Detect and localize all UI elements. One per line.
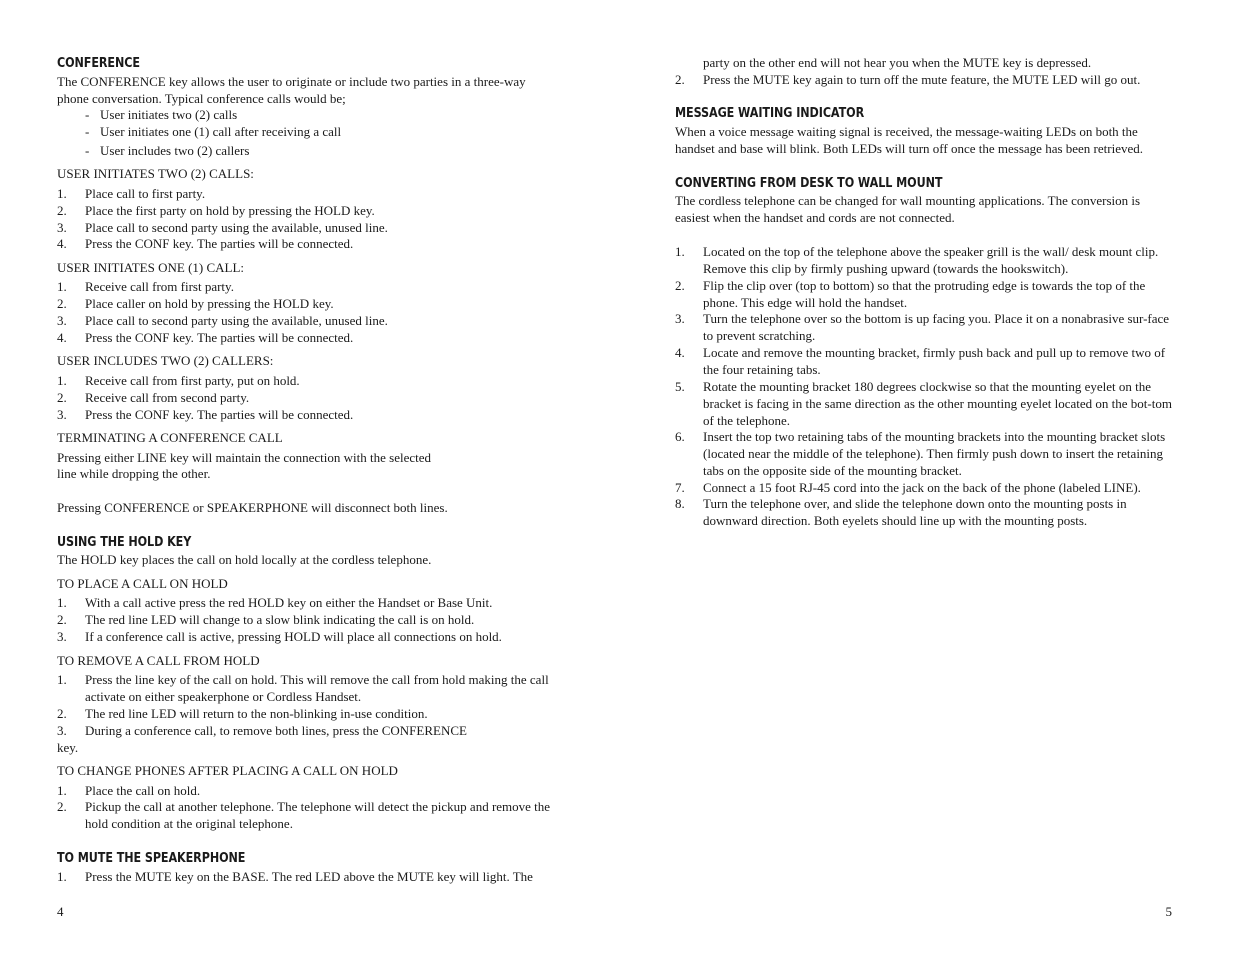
conference-bullet: - User initiates one (1) call after receiving a call — [85, 124, 342, 139]
list-item: 3. During a conference call, to remove both lines, press the CONFERENCE — [57, 723, 467, 738]
mwi-body-line-1: When a voice message waiting signal is received, the message-waiting LEDs on both the — [675, 124, 1138, 139]
list-item: 8. Turn the telephone over, and slide the telephone down onto the mounting posts in downward direction. Both eyelets should line up with the mounting posts. — [675, 496, 1127, 528]
list-item: 1. Receive call from first party, put on hold. — [57, 373, 300, 388]
mwi-heading: MESSAGE WAITING INDICATOR — [675, 106, 865, 121]
list-item: 3. Press the CONF key. The parties will be connected. — [57, 407, 354, 422]
list-item: 1. Place call to first party. — [57, 186, 206, 201]
conference-intro-line-2: phone conversation. Typical conference calls would be; — [57, 91, 346, 106]
terminating-line-1: Pressing either LINE key will maintain the connection with the selected — [57, 450, 432, 465]
list-item: 2. Receive call from second party. — [57, 390, 250, 405]
list-item: 3. Place call to second party using the available, unused line. — [57, 313, 388, 328]
subheading-two-callers: USER INCLUDES TWO (2) CALLERS: — [57, 353, 274, 368]
list-item: 4. Locate and remove the mounting bracket, firmly push back and pull up to remove two of the four retaining tabs. — [675, 345, 1166, 377]
remove-hold-tail: key. — [57, 740, 79, 755]
list-item: 5. Rotate the mounting bracket 180 degrees clockwise so that the mounting eyelet on the bracket is facing in the same direction as the other mounting eyelet located on the bot-tom of the telephone. — [675, 379, 1172, 428]
list-item: 4. Press the CONF key. The parties will be connected. — [57, 330, 354, 345]
wall-body-line-2: easiest when the handset and cords are not connected. — [675, 210, 955, 225]
mute-continued: party on the other end will not hear you when the MUTE key is depressed. — [703, 55, 1092, 70]
list-item: 3. If a conference call is active, pressing HOLD will place all connections on hold. — [57, 629, 502, 644]
list-item: 1. Press the line key of the call on hold. This will remove the call from hold making the call activate on either speakerphone or Cordless Handset. — [57, 672, 549, 704]
list-item: 6. Insert the top two retaining tabs of the mounting brackets into the mounting bracket slots (located near the middle of the telephone). Then firmly push down to insert the retaining tabs on the opposite side of the mounting bracket. — [675, 429, 1166, 478]
list-item: 2. The red line LED will change to a slow blink indicating the call is on hold. — [57, 612, 475, 627]
terminating-line-2: line while dropping the other. — [57, 466, 211, 481]
list-item: 1. Place the call on hold. — [57, 783, 201, 798]
page-number-right: 5 — [1165, 904, 1172, 919]
list-item: 2. Place caller on hold by pressing the HOLD key. — [57, 296, 334, 311]
list-item: 2. Press the MUTE key again to turn off the mute feature, the MUTE LED will go out. — [675, 72, 1141, 87]
list-item: 7. Connect a 15 foot RJ-45 cord into the jack on the back of the phone (labeled LINE). — [675, 480, 1141, 495]
list-item: 2. Pickup the call at another telephone. The telephone will detect the pickup and remove the hold condition at the original telephone. — [57, 799, 551, 831]
mwi-body-line-2: handset and base will blink. Both LEDs will turn off once the message has been retrieved. — [675, 141, 1143, 156]
hold-intro: The HOLD key places the call on hold locally at the cordless telephone. — [57, 552, 432, 567]
conference-bullet: - User initiates two (2) calls — [85, 107, 238, 122]
conference-bullet: - User includes two (2) callers — [85, 143, 250, 158]
list-item: 3. Place call to second party using the available, unused line. — [57, 220, 388, 235]
list-item: 1. Receive call from first party. — [57, 279, 234, 294]
subheading-one-call: USER INITIATES ONE (1) CALL: — [57, 260, 245, 275]
subheading-two-calls: USER INITIATES TWO (2) CALLS: — [57, 166, 254, 181]
terminating-line-3: Pressing CONFERENCE or SPEAKERPHONE will disconnect both lines. — [57, 500, 448, 515]
list-item: 2. Place the first party on hold by pressing the HOLD key. — [57, 203, 375, 218]
subheading-remove-hold: TO REMOVE A CALL FROM HOLD — [57, 653, 260, 668]
page-number-left: 4 — [57, 904, 64, 919]
list-item: 2. Flip the clip over (top to bottom) so that the protruding edge is towards the top of the phone. This edge will hold the handset. — [675, 278, 1146, 310]
list-item: 4. Press the CONF key. The parties will be connected. — [57, 236, 354, 251]
subheading-change-phones: TO CHANGE PHONES AFTER PLACING A CALL ON HOLD — [57, 763, 398, 778]
wall-body-line-1: The cordless telephone can be changed for wall mounting applications. The conversion is — [675, 193, 1141, 208]
subheading-place-hold: TO PLACE A CALL ON HOLD — [57, 576, 228, 591]
conference-heading: CONFERENCE — [57, 56, 140, 71]
list-item: 1. Press the MUTE key on the BASE. The red LED above the MUTE key will light. The — [57, 869, 533, 884]
mute-heading: TO MUTE THE SPEAKERPHONE — [57, 851, 246, 866]
list-item: 2. The red line LED will return to the non-blinking in-use condition. — [57, 706, 428, 721]
hold-heading: USING THE HOLD KEY — [57, 535, 192, 550]
wall-mount-heading: CONVERTING FROM DESK TO WALL MOUNT — [675, 176, 943, 191]
subheading-terminating: TERMINATING A CONFERENCE CALL — [57, 430, 283, 445]
conference-intro-line-1: The CONFERENCE key allows the user to originate or include two parties in a three-way — [57, 74, 526, 89]
list-item: 1. Located on the top of the telephone above the speaker grill is the wall/ desk mount clip. Remove this clip by firmly pushing upward (towards the hookswitch). — [675, 244, 1159, 276]
list-item: 1. With a call active press the red HOLD key on either the Handset or Base Unit. — [57, 595, 493, 610]
list-item: 3. Turn the telephone over so the bottom is up facing you. Place it on a nonabrasive sur-face to prevent scratching. — [675, 311, 1170, 343]
